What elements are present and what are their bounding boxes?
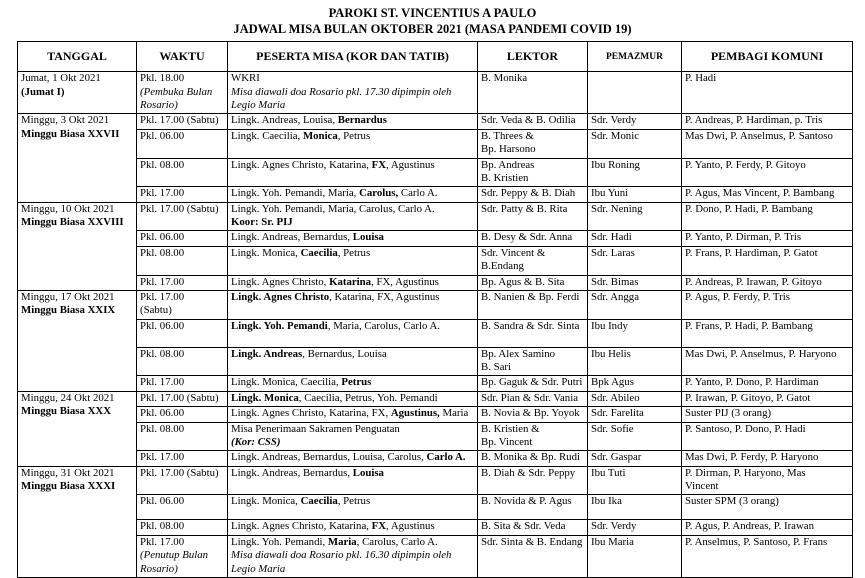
cell-komuni: Suster SPM (3 orang): [682, 495, 853, 520]
cell-peserta: Lingk. Andreas, Bernardus, Louisa: [228, 231, 478, 246]
cell-tanggal: Minggu, 24 Okt 2021 Minggu Biasa XXX: [18, 391, 137, 466]
cell-lektor: B. Kristien & Bp. Vincent: [478, 422, 588, 451]
cell-waktu: Pkl. 17.00: [137, 451, 228, 466]
table-row: [18, 72, 853, 114]
cell-lektor: B. Diah & Sdr. Peppy: [478, 466, 588, 495]
column-header-lektor: LEKTOR: [478, 42, 588, 72]
cell-waktu: Pkl. 17.00 (Sabtu): [137, 290, 228, 319]
text-segment: Minggu Biasa XXIX: [21, 304, 116, 317]
cell-lektor: B. Monika & Bp. Rudi: [478, 451, 588, 466]
cell-pemazmur: Sdr. Verdy: [588, 114, 682, 129]
text-segment: Bernardus: [337, 114, 387, 127]
cell-lektor: Sdr. Peppy & B. Diah: [478, 187, 588, 202]
cell-peserta: Lingk. Yoh. Pemandi, Maria, Carolus, Carlo A. Misa diawali doa Rosario pkl. 16.30 dipimpin oleh Legio Maria: [228, 535, 478, 577]
cell-waktu: Pkl. 17.00 (Sabtu): [137, 391, 228, 406]
text-segment: Agustinus,: [390, 407, 440, 420]
text-segment: Katarina: [329, 275, 372, 288]
text-segment: Louisa: [352, 466, 384, 479]
table-row: [18, 275, 853, 290]
cell-pemazmur: Sdr. Angga: [588, 290, 682, 319]
cell-waktu: Pkl. 08.00: [137, 246, 228, 275]
text-segment: Minggu Biasa XXVIII: [21, 216, 124, 228]
table-row: [18, 290, 853, 319]
cell-komuni: Mas Dwi, P. Anselmus, P. Haryono: [682, 347, 853, 376]
cell-waktu: Pkl. 08.00: [137, 158, 228, 187]
title-line-2: JADWAL MISA BULAN OKTOBER 2021 (MASA PANDEMI COVID 19): [233, 21, 632, 36]
cell-komuni: P. Agus, P. Andreas, P. Irawan: [682, 520, 853, 535]
header-row: [18, 42, 853, 72]
cell-pemazmur: Ibu Tuti: [588, 466, 682, 495]
text-segment: FX: [371, 158, 387, 171]
cell-waktu: Pkl. 17.00: [137, 376, 228, 391]
cell-pemazmur: Sdr. Gaspar: [588, 451, 682, 466]
cell-komuni: P. Andreas, P. Irawan, P. Gitoyo: [682, 275, 853, 290]
cell-pemazmur: Sdr. Hadi: [588, 231, 682, 246]
column-header-peserta-misa-kor-dan-tatib: PESERTA MISA (KOR DAN TATIB): [228, 42, 478, 72]
schedule-table: [17, 41, 853, 578]
cell-komuni: P. Frans, P. Hardiman, P. Gatot: [682, 246, 853, 275]
column-header-waktu: WAKTU: [137, 42, 228, 72]
cell-pemazmur: [588, 72, 682, 114]
cell-lektor: B. Sandra & Sdr. Sinta: [478, 319, 588, 347]
cell-peserta: Lingk. Agnes Christo, Katarina, FX, Agustinus: [228, 275, 478, 290]
cell-komuni: Mas Dwi, P. Anselmus, P. Santoso: [682, 129, 853, 158]
table-row: [18, 466, 853, 495]
text-segment: Caecilia: [300, 246, 338, 259]
text-segment: (Jumat I): [21, 85, 65, 98]
cell-peserta: Lingk. Monica, Caecilia, Petrus: [228, 495, 478, 520]
table-row: [18, 391, 853, 406]
text-segment: (Kor: CSS): [231, 435, 281, 448]
cell-peserta: Lingk. Monica, Caecilia, Petrus: [228, 376, 478, 391]
column-header-tanggal: TANGGAL: [18, 42, 137, 72]
text-segment: Petrus: [341, 376, 372, 389]
text-segment: Lingk. Agnes Christo: [231, 290, 330, 303]
cell-komuni: P. Agus, Mas Vincent, P. Bambang: [682, 187, 853, 202]
cell-komuni: P. Anselmus, P. Santoso, P. Frans: [682, 535, 853, 577]
cell-peserta: Lingk. Agnes Christo, Katarina, FX, Agustinus, Maria: [228, 407, 478, 422]
cell-waktu: Pkl. 06.00: [137, 231, 228, 246]
text-segment: Monica: [302, 129, 338, 142]
cell-peserta: Lingk. Yoh. Pemandi, Maria, Carolus, Carlo A. Koor: Sr. PIJ: [228, 202, 478, 231]
cell-pemazmur: Sdr. Abileo: [588, 391, 682, 406]
cell-lektor: B. Novia & Bp. Yoyok: [478, 407, 588, 422]
cell-peserta: Lingk. Andreas, Louisa, Bernardus: [228, 114, 478, 129]
cell-komuni: P. Dirman, P. Haryono, Mas Vincent: [682, 466, 853, 495]
cell-lektor: Sdr. Pian & Sdr. Vania: [478, 391, 588, 406]
cell-lektor: Bp. Gaguk & Sdr. Putri: [478, 376, 588, 391]
cell-peserta: Lingk. Monica, Caecilia, Petrus: [228, 246, 478, 275]
cell-waktu: Pkl. 08.00: [137, 347, 228, 376]
title-line-1: PAROKI ST. VINCENTIUS A PAULO: [328, 6, 537, 20]
cell-pemazmur: Sdr. Farelita: [588, 407, 682, 422]
text-segment: Lingk. Monica: [231, 391, 299, 404]
cell-pemazmur: Ibu Ika: [588, 495, 682, 520]
cell-komuni: Mas Dwi, P. Ferdy, P. Haryono: [682, 451, 853, 466]
cell-pemazmur: Bpk Agus: [588, 376, 682, 391]
cell-peserta: Lingk. Monica, Caecilia, Petrus, Yoh. Pemandi: [228, 391, 478, 406]
cell-peserta: Lingk. Agnes Christo, Katarina, FX, Agustinus: [228, 520, 478, 535]
cell-waktu: Pkl. 17.00: [137, 275, 228, 290]
table-body: [18, 72, 853, 578]
text-segment: Caecilia: [300, 495, 338, 508]
text-segment: (Pembuka Bulan: [140, 85, 213, 98]
cell-lektor: Sdr. Veda & B. Odilia: [478, 114, 588, 129]
cell-tanggal: Jumat, 1 Okt 2021 (Jumat I): [18, 72, 137, 114]
cell-komuni: P. Frans, P. Hadi, P. Bambang: [682, 319, 853, 347]
text-segment: Minggu Biasa XXX: [21, 405, 111, 418]
cell-waktu: Pkl. 06.00: [137, 129, 228, 158]
document-title: [0, 0, 865, 37]
cell-pemazmur: Ibu Helis: [588, 347, 682, 376]
cell-waktu: Pkl. 17.00: [137, 187, 228, 202]
cell-waktu: Pkl. 17.00 (Penutup Bulan Rosario): [137, 535, 228, 577]
cell-waktu: Pkl. 18.00 (Pembuka Bulan Rosario): [137, 72, 228, 114]
table-row: [18, 187, 853, 202]
cell-komuni: P. Yanto, P. Dono, P. Hardiman: [682, 376, 853, 391]
cell-lektor: Bp. Andreas B. Kristien: [478, 158, 588, 187]
cell-pemazmur: Ibu Yuni: [588, 187, 682, 202]
cell-komuni: P. Irawan, P. Gitoyo, P. Gatot: [682, 391, 853, 406]
cell-lektor: B. Monika: [478, 72, 588, 114]
cell-komuni: P. Dono, P. Hadi, P. Bambang: [682, 202, 853, 231]
table-row: [18, 319, 853, 347]
cell-lektor: B. Nanien & Bp. Ferdi: [478, 290, 588, 319]
text-segment: Minggu Biasa XXXI: [21, 480, 116, 492]
table-row: [18, 231, 853, 246]
cell-waktu: Pkl. 17.00 (Sabtu): [137, 202, 228, 231]
text-segment: Rosario): [140, 562, 178, 575]
table-row: [18, 376, 853, 391]
cell-komuni: Suster PIJ (3 orang): [682, 407, 853, 422]
table-row: [18, 520, 853, 535]
cell-lektor: B. Threes & Bp. Harsono: [478, 129, 588, 158]
cell-peserta: Lingk. Agnes Christo, Katarina, FX, Agustinus: [228, 158, 478, 187]
table-row: [18, 535, 853, 577]
text-segment: Rosario): [140, 99, 178, 111]
cell-komuni: P. Hadi: [682, 72, 853, 114]
text-segment: (Penutup Bulan: [140, 549, 209, 562]
cell-pemazmur: Ibu Maria: [588, 535, 682, 577]
cell-waktu: Pkl. 17.00 (Sabtu): [137, 466, 228, 495]
cell-waktu: Pkl. 08.00: [137, 520, 228, 535]
table-header: [18, 42, 853, 72]
cell-pemazmur: Sdr. Laras: [588, 246, 682, 275]
cell-pemazmur: Sdr. Verdy: [588, 520, 682, 535]
cell-pemazmur: Ibu Indy: [588, 319, 682, 347]
text-segment: Maria: [327, 535, 357, 548]
text-segment: Misa diawali doa Rosario pkl. 16.30 dipimpin oleh Legio Maria: [231, 549, 452, 575]
text-segment: Misa diawali doa Rosario pkl. 17.30 dipimpin oleh Legio Maria: [231, 85, 452, 111]
table-row: [18, 422, 853, 451]
cell-peserta: Lingk. Agnes Christo, Katarina, FX, Agustinus: [228, 290, 478, 319]
cell-tanggal: Minggu, 17 Okt 2021 Minggu Biasa XXIX: [18, 290, 137, 391]
text-segment: Lingk. Yoh. Pemandi: [231, 319, 328, 332]
table-row: [18, 129, 853, 158]
text-segment: Carolus,: [359, 187, 399, 200]
cell-tanggal: Minggu, 31 Okt 2021 Minggu Biasa XXXI: [18, 466, 137, 577]
cell-tanggal: Minggu, 10 Okt 2021 Minggu Biasa XXVIII: [18, 202, 137, 290]
table-row: [18, 114, 853, 129]
text-segment: Koor: Sr. PIJ: [231, 216, 293, 228]
text-segment: Minggu Biasa XXVII: [21, 127, 120, 140]
cell-komuni: P. Yanto, P. Ferdy, P. Gitoyo: [682, 158, 853, 187]
cell-lektor: B. Novida & P. Agus: [478, 495, 588, 520]
text-segment: FX: [371, 520, 387, 533]
text-segment: Carlo A.: [426, 451, 466, 464]
table-row: [18, 451, 853, 466]
cell-lektor: B. Desy & Sdr. Anna: [478, 231, 588, 246]
cell-tanggal: Minggu, 3 Okt 2021 Minggu Biasa XXVII: [18, 114, 137, 202]
cell-komuni: P. Santoso, P. Dono, P. Hadi: [682, 422, 853, 451]
cell-lektor: Sdr. Vincent & B.Endang: [478, 246, 588, 275]
cell-peserta: Lingk. Andreas, Bernardus, Louisa: [228, 347, 478, 376]
cell-peserta: Lingk. Andreas, Bernardus, Louisa, Carolus, Carlo A.: [228, 451, 478, 466]
cell-pemazmur: Sdr. Nening: [588, 202, 682, 231]
cell-lektor: Sdr. Patty & B. Rita: [478, 202, 588, 231]
cell-lektor: Bp. Alex Samino B. Sari: [478, 347, 588, 376]
table-row: [18, 246, 853, 275]
cell-peserta: Misa Penerimaan Sakramen Penguatan (Kor: CSS): [228, 422, 478, 451]
table-row: [18, 347, 853, 376]
cell-waktu: Pkl. 06.00: [137, 407, 228, 422]
cell-waktu: Pkl. 06.00: [137, 495, 228, 520]
text-segment: Lingk. Andreas: [231, 347, 303, 360]
table-row: [18, 495, 853, 520]
cell-waktu: Pkl. 06.00: [137, 319, 228, 347]
cell-lektor: Sdr. Sinta & B. Endang: [478, 535, 588, 577]
cell-lektor: B. Sita & Sdr. Veda: [478, 520, 588, 535]
table-row: [18, 407, 853, 422]
cell-pemazmur: Sdr. Bimas: [588, 275, 682, 290]
cell-waktu: Pkl. 17.00 (Sabtu): [137, 114, 228, 129]
column-header-pembagi-komuni: PEMBAGI KOMUNI: [682, 42, 853, 72]
cell-peserta: Lingk. Yoh. Pemandi, Maria, Carolus, Carlo A.: [228, 187, 478, 202]
cell-waktu: Pkl. 08.00: [137, 422, 228, 451]
cell-peserta: WKRI Misa diawali doa Rosario pkl. 17.30 dipimpin oleh Legio Maria: [228, 72, 478, 114]
table-row: [18, 158, 853, 187]
cell-peserta: Lingk. Caecilia, Monica, Petrus: [228, 129, 478, 158]
cell-peserta: Lingk. Yoh. Pemandi, Maria, Carolus, Carlo A.: [228, 319, 478, 347]
cell-komuni: P. Yanto, P. Dirman, P. Tris: [682, 231, 853, 246]
cell-lektor: Bp. Agus & B. Sita: [478, 275, 588, 290]
cell-pemazmur: Sdr. Sofie: [588, 422, 682, 451]
column-header-pemazmur: PEMAZMUR: [588, 42, 682, 72]
table-row: [18, 202, 853, 231]
cell-komuni: P. Andreas, P. Hardiman, p. Tris: [682, 114, 853, 129]
cell-pemazmur: Sdr. Monic: [588, 129, 682, 158]
cell-komuni: P. Agus, P. Ferdy, P. Tris: [682, 290, 853, 319]
cell-peserta: Lingk. Andreas, Bernardus, Louisa: [228, 466, 478, 495]
cell-pemazmur: Ibu Roning: [588, 158, 682, 187]
text-segment: Louisa: [352, 231, 384, 244]
